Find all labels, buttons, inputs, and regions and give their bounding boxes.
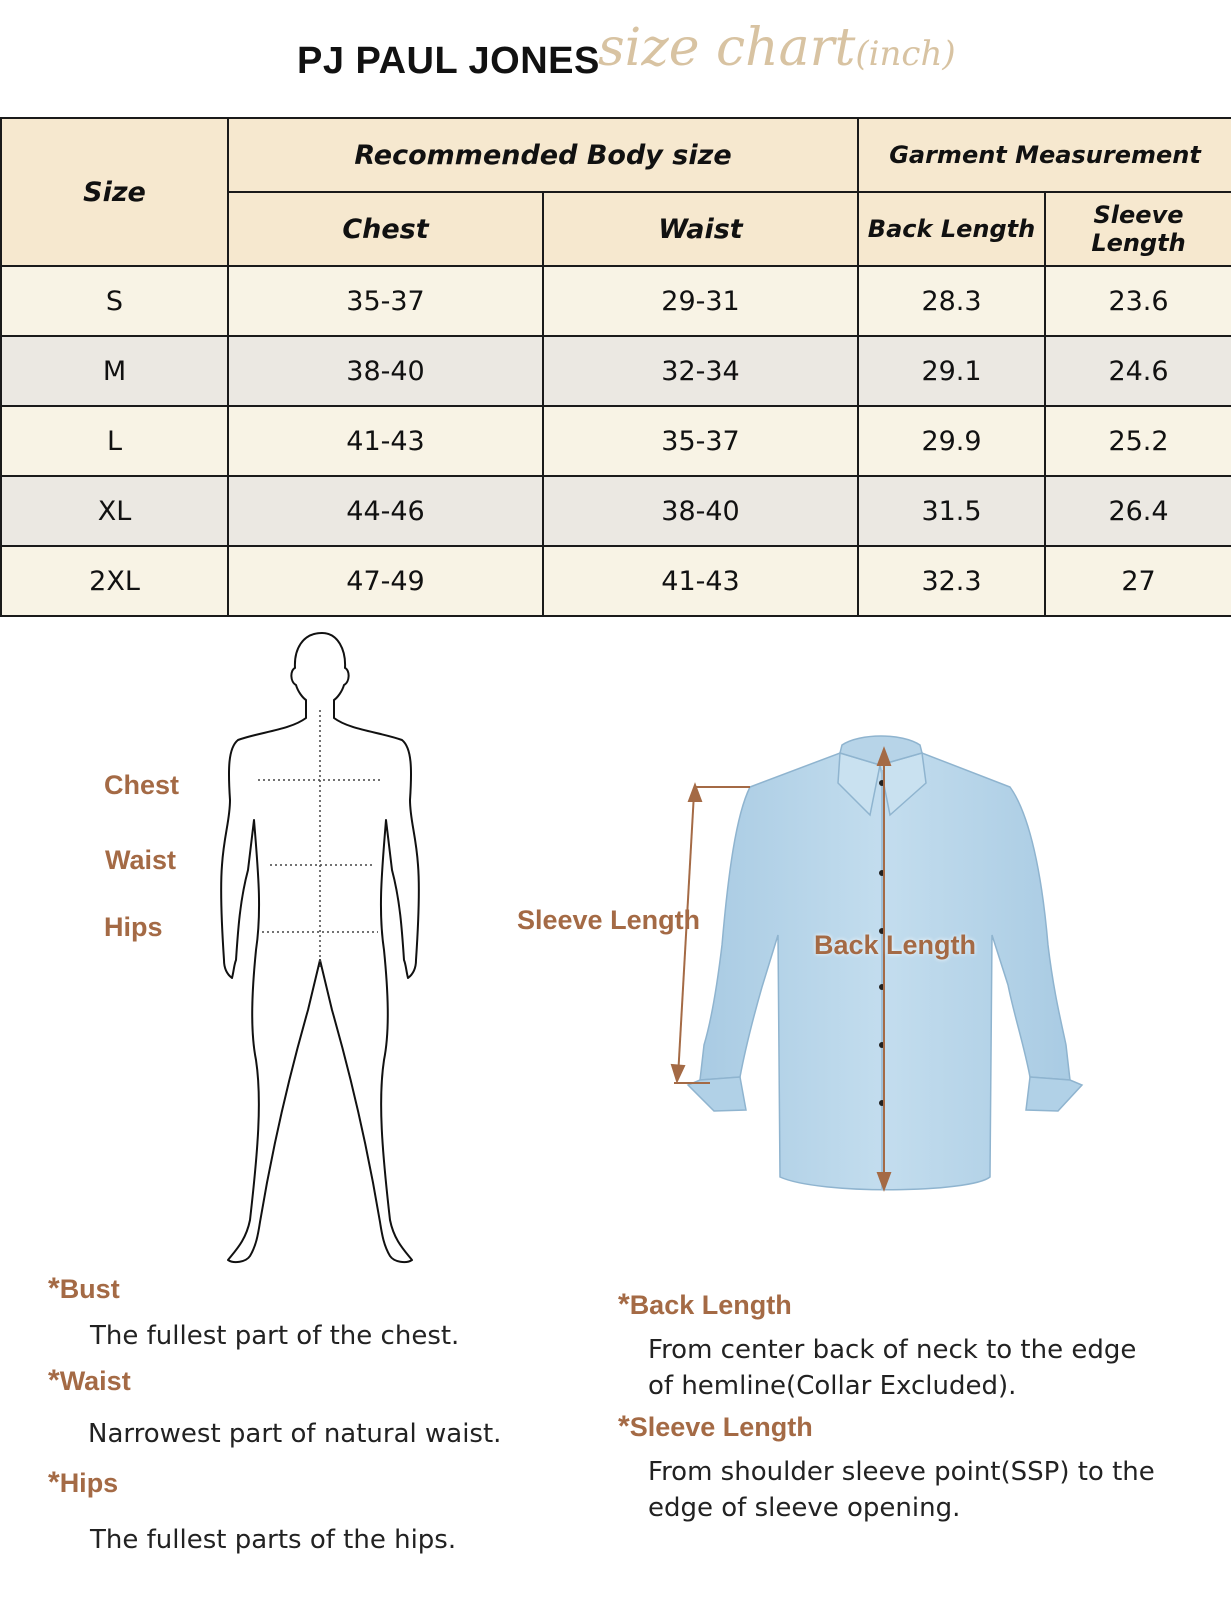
- waist-title-text: Waist: [59, 1366, 131, 1396]
- table-row: [1, 336, 1231, 406]
- shirt-illustration: [670, 725, 1110, 1215]
- back-length-label: Back Length: [814, 930, 977, 960]
- waist-cell: 29-31: [543, 266, 858, 336]
- back-length-cell: 29.9: [858, 406, 1045, 476]
- size-table: [0, 117, 1231, 617]
- table-row: [1, 546, 1231, 616]
- back-length-cell: 32.3: [858, 546, 1045, 616]
- sleeve-length-column-header: Sleeve Length: [1045, 192, 1231, 266]
- star-icon: *: [48, 1272, 60, 1305]
- sleeve-length-cell: 27: [1045, 546, 1231, 616]
- waist-note-title: [48, 1364, 131, 1398]
- sleeve-length-cell: 26.4: [1045, 476, 1231, 546]
- body-size-group-header: Recommended Body size: [228, 118, 858, 192]
- chest-label: Chest: [104, 770, 180, 800]
- back-length-note-title: [618, 1288, 792, 1322]
- waist-note-text: Narrowest part of natural waist.: [88, 1419, 502, 1449]
- bust-note-text: The fullest part of the chest.: [90, 1321, 460, 1351]
- sleeve-length-note-title: [618, 1410, 813, 1444]
- hips-note-title: [48, 1466, 118, 1500]
- size-cell: L: [1, 406, 228, 476]
- header: [0, 0, 1231, 116]
- waist-cell: 35-37: [543, 406, 858, 476]
- size-cell: S: [1, 266, 228, 336]
- sleeve-length-label: Sleeve Length: [517, 905, 701, 935]
- waist-cell: 38-40: [543, 476, 858, 546]
- chest-cell: 41-43: [228, 406, 543, 476]
- back-length-note-line2: of hemline(Collar Excluded).: [648, 1371, 1017, 1401]
- script-title-text: size chart: [598, 18, 856, 78]
- size-cell: 2XL: [1, 546, 228, 616]
- back-length-note-line1: From center back of neck to the edge: [648, 1335, 1137, 1365]
- table-header-row: [1, 118, 1231, 192]
- hips-note-text: The fullest parts of the hips.: [90, 1525, 457, 1555]
- back-length-cell: 31.5: [858, 476, 1045, 546]
- bust-title-text: Bust: [59, 1274, 120, 1304]
- star-icon: *: [48, 1364, 60, 1397]
- star-icon: *: [618, 1288, 630, 1321]
- hips-label: Hips: [104, 912, 163, 942]
- brand-name: PJ PAUL JONES: [297, 40, 600, 82]
- bust-note-title: [48, 1272, 120, 1306]
- script-unit: (inch): [855, 34, 956, 74]
- human-silhouette: [210, 630, 440, 1290]
- hips-title-text: Hips: [59, 1468, 119, 1498]
- sleeve-length-note-line2: edge of sleeve opening.: [648, 1493, 961, 1523]
- chest-cell: 35-37: [228, 266, 543, 336]
- table-row: [1, 266, 1231, 336]
- script-title: [598, 18, 956, 78]
- back-length-title-text: Back Length: [629, 1290, 792, 1320]
- sleeve-length-cell: 24.6: [1045, 336, 1231, 406]
- size-cell: XL: [1, 476, 228, 546]
- chest-cell: 47-49: [228, 546, 543, 616]
- waist-cell: 32-34: [543, 336, 858, 406]
- back-length-cell: 28.3: [858, 266, 1045, 336]
- garment-group-header: Garment Measurement: [858, 118, 1231, 192]
- sleeve-length-note-line1: From shoulder sleeve point(SSP) to the: [648, 1457, 1155, 1487]
- table-row: [1, 476, 1231, 546]
- table-row: [1, 406, 1231, 476]
- waist-label: Waist: [105, 845, 177, 875]
- chest-column-header: Chest: [228, 192, 543, 266]
- sleeve-length-title-text: Sleeve Length: [629, 1412, 813, 1442]
- back-length-column-header: Back Length: [858, 192, 1045, 266]
- size-column-header: Size: [1, 118, 228, 266]
- sleeve-length-cell: 23.6: [1045, 266, 1231, 336]
- back-length-cell: 29.1: [858, 336, 1045, 406]
- waist-cell: 41-43: [543, 546, 858, 616]
- chest-cell: 38-40: [228, 336, 543, 406]
- star-icon: *: [48, 1466, 60, 1499]
- sleeve-length-cell: 25.2: [1045, 406, 1231, 476]
- star-icon: *: [618, 1410, 630, 1443]
- chest-cell: 44-46: [228, 476, 543, 546]
- waist-column-header: Waist: [543, 192, 858, 266]
- size-cell: M: [1, 336, 228, 406]
